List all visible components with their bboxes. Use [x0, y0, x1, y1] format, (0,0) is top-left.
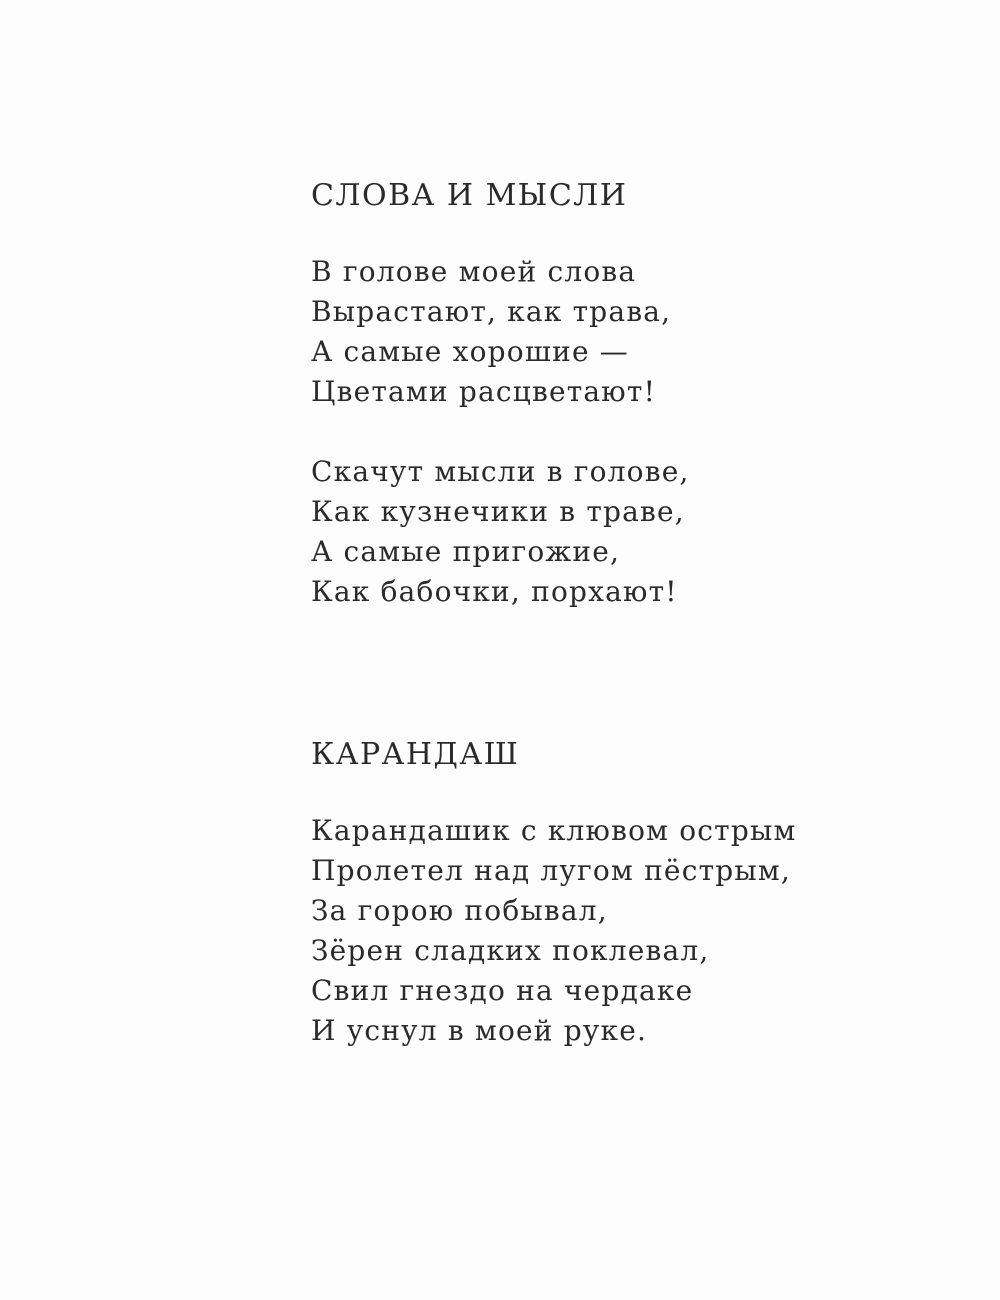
- poem-line: И уснул в моей руке.: [311, 1014, 648, 1047]
- poem-karandash: [311, 735, 796, 1051]
- poem-line: Как бабочки, порхают!: [311, 575, 678, 608]
- poem-line: Свил гнездо на чердаке: [311, 974, 694, 1007]
- stanza: [311, 252, 690, 412]
- poem-line: Пролетел над лугом пёстрым,: [311, 854, 791, 887]
- poem-slova-i-mysli: [311, 176, 690, 612]
- poem-line: Карандашик с клювом острым: [311, 814, 797, 847]
- poem-line: А самые пригожие,: [311, 535, 621, 568]
- poem-line: Как кузнечики в траве,: [311, 495, 685, 528]
- stanza: [311, 452, 690, 612]
- poem-title: СЛОВА И МЫСЛИ: [311, 178, 628, 213]
- poem-line: Вырастают, как трава,: [311, 295, 672, 328]
- poem-line: Зёрен сладких поклевал,: [311, 934, 710, 967]
- poem-line: В голове моей слова: [311, 255, 637, 288]
- poem-line: Скачут мысли в голове,: [311, 455, 690, 488]
- poem-line: Цветами расцветают!: [311, 375, 657, 408]
- poem-line: За горою побывал,: [311, 894, 608, 927]
- poem-title: КАРАНДАШ: [311, 737, 520, 772]
- stanza: [311, 811, 796, 1051]
- poem-line: А самые хорошие —: [311, 335, 630, 368]
